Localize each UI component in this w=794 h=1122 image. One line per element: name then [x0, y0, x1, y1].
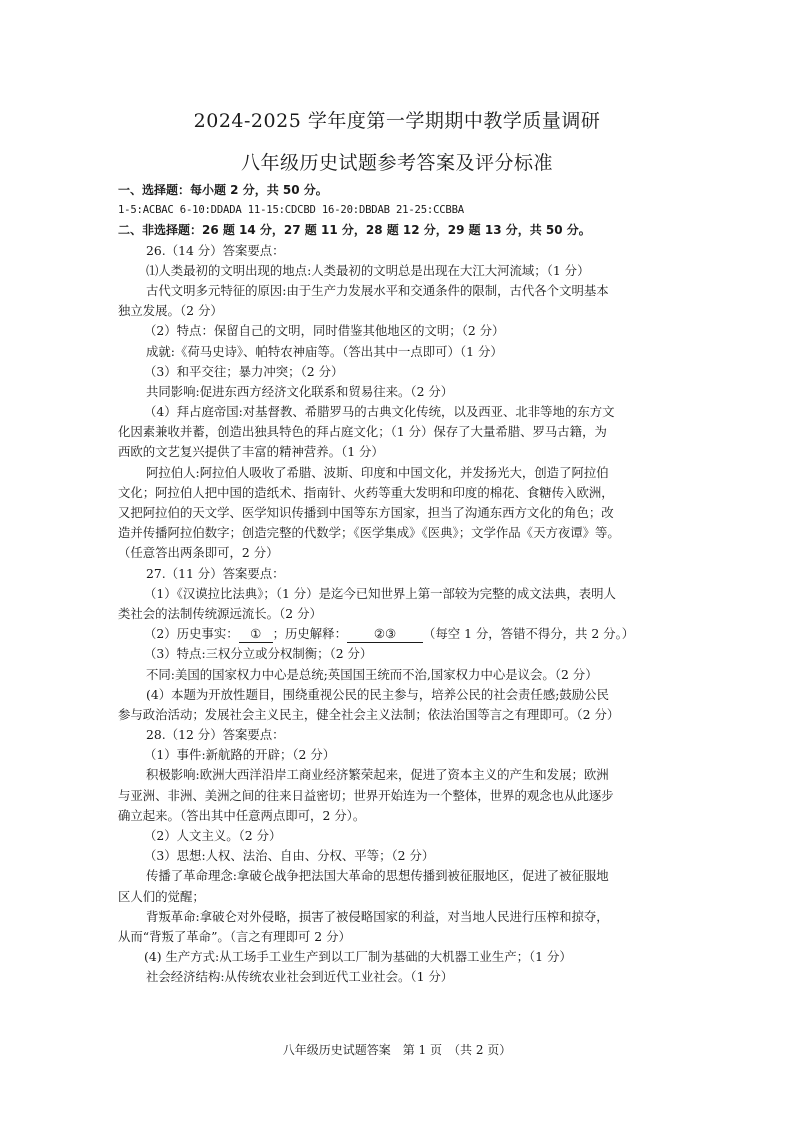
section-heading-choice: 一、选择题：每小题 2 分，共 50 分。 [118, 183, 328, 197]
text-line: 类社会的法制传统源远流长。（2 分） [118, 605, 322, 621]
text-line: 从而“背叛了革命”。（言之有理即可 2 分） [118, 928, 351, 944]
text-line: 区人们的觉醒； [118, 888, 205, 904]
text-line: 共同影响:促进东西方经济文化联系和贸易往来。（2 分） [146, 383, 454, 399]
text-line: （4）拜占庭帝国:对基督教、希腊罗马的古典文化传统，以及西亚、北非等地的东方文 [144, 404, 615, 420]
text-line: ⑴人类最初的文明出现的地点:人类最初的文明总是出现在大江大河流域；（1 分） [146, 262, 590, 278]
text-line: （1）事件:新航路的开辟；（2 分） [144, 747, 336, 763]
text-line: (4) 生产方式:从工场手工业生产到以工厂制为基础的大机器工业生产；（1 分） [144, 949, 572, 965]
text-line: 背叛革命:拿破仑对外侵略，损害了被侵略国家的利益，对当地人民进行压榨和掠夺， [146, 908, 609, 924]
text-line: （任意答出两条即可，2 分） [118, 545, 279, 561]
choice-answers: 1-5:ACBAC 6-10:DDADA 11-15:CDCBD 16-20:DBDAB 21-25:CCBBA [118, 204, 464, 217]
q27-part2-prefix: （2）历史事实： [144, 626, 239, 642]
question-28-heading: 28.（12 分）答案要点： [146, 727, 285, 743]
text-line: (4）本题为开放性题目，围绕重视公民的民主参与，培养公民的社会责任感;鼓励公民 [146, 686, 609, 702]
question-26-heading: 26.（14 分）答案要点： [146, 242, 285, 258]
page-footer: 八年级历史试题答案 第 1 页 （共 2 页） [282, 1043, 512, 1057]
text-line: 西欧的文艺复兴提供了丰富的精神营养。（1 分） [118, 444, 384, 460]
text-line: 又把阿拉伯的天文学、医学知识传播到中国等东方国家，担当了沟通东西方文化的角色；改 [118, 505, 614, 520]
answer-content [118, 180, 680, 988]
q27-part2-line [118, 624, 680, 644]
section-heading-nonchoice: 二、非选择题：26 题 14 分，27 题 11 分，28 题 12 分，29 题 13 分，共 50 分。 [118, 223, 591, 238]
text-line: 文化；阿拉伯人把中国的造纸术、指南针、火药等重大发明和印度的棉花、食糖传入欧洲， [118, 484, 614, 500]
text-line: （3）和平交往；暴力冲突；（2 分） [144, 363, 344, 379]
q27-part2-suffix: （每空 1 分，答错不得分，共 2 分。） [422, 626, 635, 642]
text-line: 参与政治活动；发展社会主义民主，健全社会主义法制；依法治国等言之有理即可。（2 分） [118, 706, 620, 722]
text-line: 传播了革命理念:拿破仑战争把法国大革命的思想传播到被征服地区，促进了被征服地 [146, 868, 609, 884]
text-line: （3）思想:人权、法治、自由、分权、平等；（2 分） [144, 848, 435, 864]
text-line: 化因素兼收并蓄，创造出独具特色的拜占庭文化；（1 分）保存了大量希腊、罗马古籍，为 [118, 424, 607, 440]
text-line: 与亚洲、非洲、美洲之间的往来日益密切；世界开始连为一个整体，世界的观念也从此逐步 [118, 787, 614, 803]
text-line: （3）特点:三权分立或分权制衡；（2 分） [144, 646, 373, 662]
text-line: 古代文明多元特征的原因:由于生产力发展水平和交通条件的限制，古代各个文明基本 [146, 282, 609, 298]
text-line: （2）特点：保留自己的文明，同时借鉴其他地区的文明；（2 分） [144, 323, 505, 339]
q27-part2-mid: ；历史解释： [272, 626, 347, 642]
text-line: 阿拉伯人:阿拉伯人吸收了希腊、波斯、印度和中国文化，并发扬光大，创造了阿拉伯 [146, 464, 609, 480]
document-subtitle: 八年级历史试题参考答案及评分标准 [240, 152, 553, 174]
text-line: 造并传播阿拉伯数字；创造完整的代数学；《医学集成》《医典》；文学作品《天方夜谭》等。 [118, 525, 620, 541]
text-line: 不同:美国的国家权力中心是总统;英国国王统而不治,国家权力中心是议会。（2 分） [146, 666, 598, 682]
question-27-heading: 27.（11 分）答案要点： [146, 565, 285, 581]
answer-blank-2: ②③ [347, 626, 423, 643]
text-line: 确立起来。（答出其中任意两点即可，2 分）。 [118, 807, 366, 823]
text-line: 独立发展。（2 分） [118, 303, 223, 319]
text-line: 成就:《荷马史诗》、帕特农神庙等。（答出其中一点即可）（1 分） [146, 343, 503, 359]
text-line: （2）人文主义。（2 分） [144, 828, 282, 843]
text-line: 社会经济结构:从传统农业社会到近代工业社会。（1 分） [146, 969, 454, 985]
text-line: 积极影响:欧洲大西洋沿岸工商业经济繁荣起来，促进了资本主义的产生和发展；欧洲 [146, 767, 609, 783]
answer-blank-1: ① [239, 626, 273, 643]
text-line: （1）《汉谟拉比法典》；（1 分）是迄今已知世界上第一部较为完整的成文法典，表明人 [144, 585, 616, 601]
document-title: 2024-2025 学年度第一学期期中教学质量调研 [193, 110, 601, 132]
